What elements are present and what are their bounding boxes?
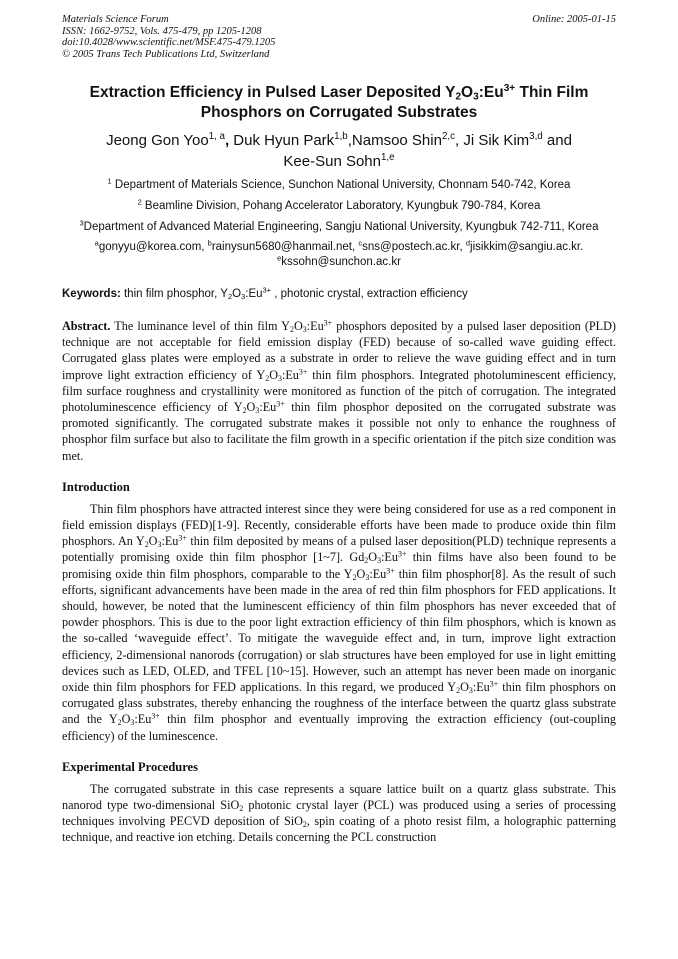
journal-header	[62, 14, 616, 60]
author-name: Namsoo Shin	[351, 132, 442, 149]
journal-name: Materials Science Forum	[62, 14, 169, 25]
introduction-paragraph: Thin film phosphors have attracted interest since they were being considered for use as a red component in field emission displays (FED)[1-9]. Recently, considerable efforts have been made to produce oxide thin film phosphors. An $Y_2O_3:Eu^{3+}$ thin film deposited by means of a pulsed laser deposition(PLD) technique represents a potentially promising oxide thin film phosphor [1~7]. $Gd_2O_3:Eu^{3+}$ thin films have also been found to be promising oxide thin film phosphors, comparable to the $Y_2O_3:Eu^{3+}$ thin film phosphor[8]. As the result of such efforts, significant advancements have been made in the area of red thin film phosphors for FED applications. It should, however, be noted that the luminescent efficiency of thin film phosphors has never exceeded that of powder phosphors. This is due to the poor light extraction efficiency of thin film phosphors, which is known as the so-called ‘waveguide effect’. To mitigate the waveguide effect and, in turn, improve light extraction efficiency, 2-dimensional nanorods (corrugation) or slab structures have been employed for use in light emitting devices such as LED, OLED, and TFEL [10~15]. However, such an attempt has never been made on inorganic oxide thin film phosphors for FED applications. In this regard, we produced $Y_2O_3:Eu^{3+}$ thin film phosphors on corrugated glass substrates, thereby enhancing the roughness of the interface between the quartz glass substrate and the $Y_2O_3:Eu^{3+}$ thin film phosphor and eventually improving the extraction efficiency (out-coupling efficiency) of the luminescence.	[62, 501, 616, 743]
affiliation-1: $^1$ Department of Materials Science, Sunchon National University, Chonnam 540-742, Korea	[107, 176, 571, 191]
author-name: Ji Sik Kim	[463, 132, 530, 149]
keywords-label: Keywords:	[62, 288, 121, 300]
abstract: Abstract. The luminance level of thin film $Y_2O_3:Eu^{3+}$ phosphors deposited by a pulsed laser deposition (PLD) technique are not acceptable for field emission display (FED) because of so-called wave guiding effect. Corrugated glass plates were employed as a substrate in order to relieve the wave guiding effect and in turn improve light extraction efficiency of $Y_2O_3:Eu^{3+}$ thin film phosphors. Integrated photoluminescent efficiency, film surface roughness and crystallinity were monitored as function of the pitch of corrugation. The integrated photoluminescence efficiency of $Y_2O_3:Eu^{3+}$ thin film phosphor deposited on the corrugated substrate was promoted significantly. The corrugated substrate makes it possible not only to enhance the roughness of phosphor film surface but also to facilitate the film growth in a specific orientation if the pitch size condition was met.	[62, 318, 616, 463]
author-name: Jeong Gon Yoo	[106, 132, 209, 149]
author-list: Jeong Gon Yoo$^{1, a}$, Duk Hyun Park$^{1,b}$,Namsoo Shin$^{2,c}$, Ji Sik Kim$^{3,d}$ and Kee-Sun Sohn$^{1,e}$	[106, 131, 572, 170]
experimental-paragraph: The corrugated substrate in this case represents a square lattice built on a quartz glass substrate. This nanorod type two-dimensional SiO$_2$ photonic crystal layer (PCL) was produced using a series of processing techniques involving PECVD deposition of SiO$_2$, spin coating of a photo resist film, a holographic patterning technique, and reactive ion etching. Details concerning the PCL construction	[62, 781, 616, 845]
paper-page	[62, 14, 616, 846]
copyright-line: © 2005 Trans Tech Publications Ltd, Switzerland	[62, 48, 270, 60]
author-name: Kee-Sun Sohn	[283, 153, 381, 170]
paper-title: Extraction Efficiency in Pulsed Laser Deposited $Y_2O_3:Eu^{3+}$ Thin Film Phosphors on Corrugated Substrates	[89, 82, 589, 121]
abstract-label: Abstract.	[62, 319, 111, 333]
section-heading-introduction: Introduction	[62, 479, 130, 494]
author-name: Duk Hyun Park	[233, 132, 335, 149]
affiliation-3: $^3$Department of Advanced Material Engineering, Sangju National University, Kyungbuk 742-711, Korea	[79, 218, 599, 233]
keywords: Keywords: thin film phosphor, $Y_2O_3:Eu^{3+}$ , photonic crystal, extraction efficiency	[62, 285, 468, 301]
doi-line[interactable]: doi:10.4028/www.scientific.net/MSF.475-479.1205	[62, 37, 276, 48]
online-date: Online: 2005-01-15	[532, 14, 616, 25]
affiliation-2: $^2$ Beamline Division, Pohang Accelerator Laboratory, Kyungbuk 790-784, Korea	[137, 197, 541, 212]
issn-line: ISSN: 1662-9752, Vols. 475-479, pp 1205-1208	[62, 25, 262, 37]
author-emails: $^a$gonyyu@korea.com, $^b$rainysun5680@hanmail.net, $^c$sns@postech.ac.kr, $^d$jisikkim@sangiu.ac.kr. $^e$kssohn@sunchon.ac.kr	[94, 238, 584, 268]
section-heading-experimental: Experimental Procedures	[62, 759, 198, 774]
